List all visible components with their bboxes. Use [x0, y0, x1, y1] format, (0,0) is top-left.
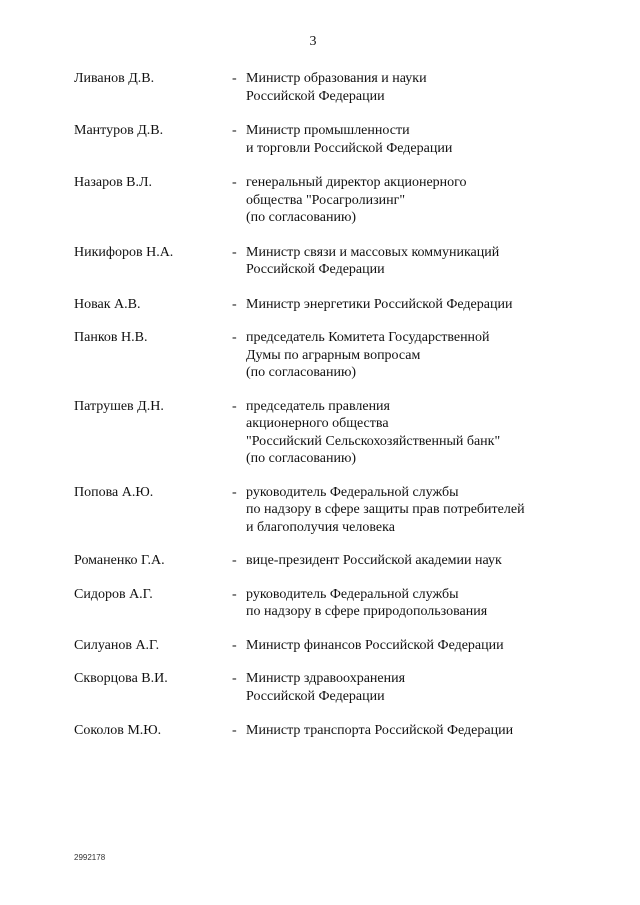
list-item — [74, 484, 574, 537]
member-dash: - — [232, 637, 237, 653]
members-list — [74, 70, 574, 740]
member-name: Силуанов А.Г. — [74, 637, 160, 653]
member-dash: - — [232, 484, 237, 500]
list-item — [74, 244, 574, 279]
member-name: Попова А.Ю. — [74, 484, 154, 500]
member-dash: - — [232, 586, 237, 602]
member-name: Новак А.В. — [74, 296, 141, 312]
list-item — [74, 670, 574, 705]
list-item — [74, 329, 574, 382]
list-item — [74, 637, 574, 655]
member-position: Министр энергетики Российской Федерации — [246, 296, 513, 312]
page-number: 3 — [309, 34, 317, 49]
member-name: Романенко Г.А. — [74, 553, 165, 568]
member-dash: - — [232, 123, 237, 138]
member-dash: - — [232, 723, 237, 738]
document-code: 2992178 — [74, 853, 106, 862]
list-item — [74, 70, 574, 105]
member-name: Ливанов Д.В. — [74, 71, 155, 86]
member-dash: - — [232, 244, 237, 260]
list-item — [74, 122, 574, 157]
member-position: председатель правления акционерного общества "Российский Сельскохозяйственный банк" (по согласованию) — [246, 398, 501, 466]
member-name: Никифоров Н.А. — [74, 244, 174, 260]
member-name: Патрушев Д.Н. — [74, 398, 164, 414]
member-name: Скворцова В.И. — [74, 671, 168, 686]
member-position: Министр связи и массовых коммуникаций Российской Федерации — [246, 244, 500, 277]
list-item — [74, 586, 574, 621]
member-position: Министр здравоохранения Российской Федерации — [246, 671, 406, 704]
list-item — [74, 552, 574, 570]
member-name: Соколов М.Ю. — [74, 723, 162, 738]
member-dash: - — [232, 330, 237, 345]
member-position: руководитель Федеральной службы по надзору в сфере защиты прав потребителей и благополучия человека — [246, 484, 525, 535]
member-position: Министр промышленности и торговли Российской Федерации — [246, 123, 453, 156]
member-name: Назаров В.Л. — [74, 175, 153, 190]
member-position: Министр финансов Российской Федерации — [246, 637, 504, 653]
member-dash: - — [232, 671, 237, 686]
list-item — [74, 722, 574, 740]
member-dash: - — [232, 398, 237, 414]
member-position: руководитель Федеральной службы по надзору в сфере природопользования — [246, 586, 488, 619]
member-name: Мантуров Д.В. — [74, 123, 164, 138]
member-dash: - — [232, 71, 237, 86]
member-position: вице-президент Российской академии наук — [246, 553, 502, 568]
member-position: Министр транспорта Российской Федерации — [246, 723, 514, 738]
member-name: Сидоров А.Г. — [74, 586, 153, 602]
member-position: председатель Комитета Государственной Думы по аграрным вопросам (по согласованию) — [246, 330, 490, 380]
member-name: Панков Н.В. — [74, 330, 148, 345]
member-dash: - — [232, 296, 237, 312]
member-dash: - — [232, 175, 237, 190]
member-dash: - — [232, 553, 237, 568]
list-item — [74, 174, 574, 227]
list-item — [74, 296, 574, 314]
member-position: Министр образования и науки Российской Федерации — [246, 71, 427, 104]
member-position: генеральный директор акционерного общества "Росагролизинг" (по согласованию) — [246, 175, 467, 225]
list-item — [74, 398, 574, 468]
